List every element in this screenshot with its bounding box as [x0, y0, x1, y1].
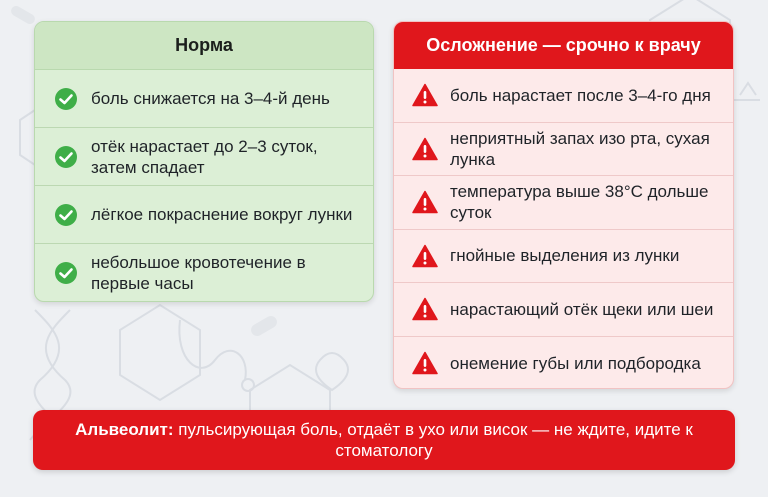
norm-card — [34, 21, 374, 302]
complication-card-title: Осложнение — срочно к врачу — [394, 22, 733, 69]
complication-item — [394, 69, 733, 123]
complication-item-text: температура выше 38°C дольше суток — [450, 182, 709, 223]
norm-item — [35, 70, 373, 128]
warning-triangle-icon — [412, 136, 438, 162]
check-circle-icon — [53, 86, 79, 112]
norm-item — [35, 186, 373, 244]
complication-item-text: боль нарастает после 3–4-го дня — [450, 85, 711, 105]
complication-item-text: неприятный запах изо рта, сухая лунка — [450, 128, 710, 169]
check-circle-icon — [53, 202, 79, 228]
complication-item-text: нарастающий отёк щеки или шеи — [450, 299, 714, 319]
check-circle-icon — [53, 144, 79, 170]
complication-item — [394, 123, 733, 177]
warning-triangle-icon — [412, 243, 438, 269]
banner-message: пульсирующая боль, отдаёт в ухо или висок — не ждите, идите к стоматологу — [173, 420, 693, 460]
complication-item — [394, 283, 733, 337]
banner-bold-term: Альвеолит: — [75, 420, 174, 439]
complication-card — [393, 21, 734, 389]
alveolitis-warning-banner — [33, 410, 735, 470]
check-circle-icon — [53, 260, 79, 286]
warning-triangle-icon — [412, 82, 438, 108]
complication-item — [394, 337, 733, 390]
norm-item-text: отёк нарастает до 2–3 суток, затем спадает — [91, 136, 318, 177]
norm-item — [35, 128, 373, 186]
complication-item — [394, 230, 733, 284]
norm-item — [35, 244, 373, 302]
norm-item-text: боль снижается на 3–4-й день — [91, 89, 330, 108]
norm-list — [35, 70, 373, 302]
warning-triangle-icon — [412, 296, 438, 322]
warning-triangle-icon — [412, 350, 438, 376]
banner-text — [63, 419, 705, 461]
complication-item — [394, 176, 733, 230]
complication-item-text: онемение губы или подбородка — [450, 353, 701, 373]
complication-item-text: гнойные выделения из лунки — [450, 246, 680, 266]
norm-card-title: Норма — [35, 22, 373, 70]
norm-item-text: небольшое кровотечение в первые часы — [91, 253, 306, 293]
norm-item-text: лёгкое покраснение вокруг лунки — [91, 205, 353, 224]
complication-list — [394, 69, 733, 389]
warning-triangle-icon — [412, 189, 438, 215]
